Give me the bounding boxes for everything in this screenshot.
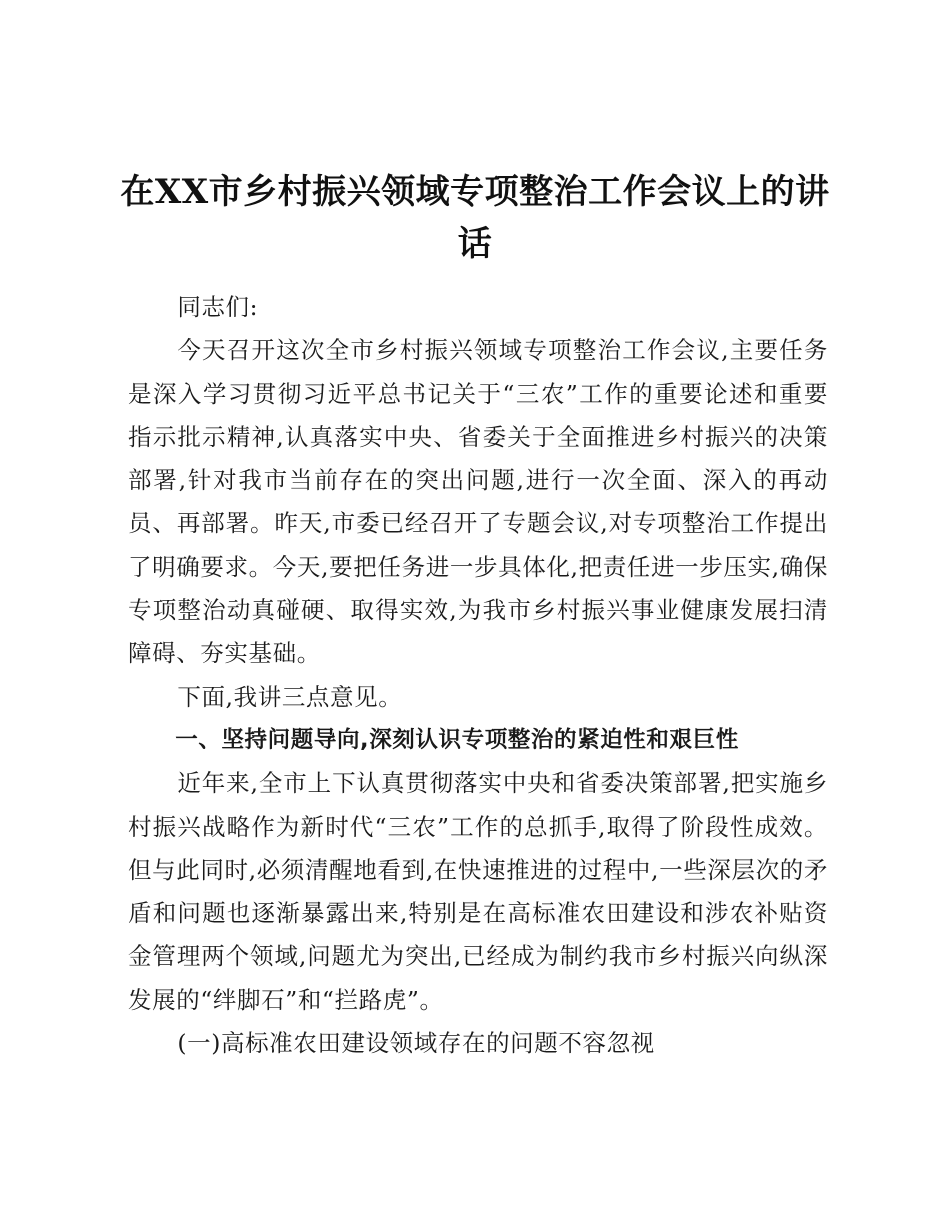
body-paragraph: 下面,我讲三点意见。 bbox=[177, 682, 403, 711]
document-body bbox=[128, 286, 828, 1065]
body-paragraph: 近年来,全市上下认真贯彻落实中央和省委决策部署,把实施乡村振兴战略作为新时代“三农”工作的总抓手,取得了阶段性成效。但与此同时,必须清醒地看到,在快速推进的过程中,一些深层次的矛盾和问题也逐渐暴露出来,特别是在高标准农田建设和涉农补贴资金管理两个领域,问题尤为突出,已经成为制约我市乡村振兴向纵深发展的“绊脚石”和“拦路虎”。 bbox=[128, 769, 828, 1014]
body-paragraph: 今天召开这次全市乡村振兴领域专项整治工作会议,主要任务是深入学习贯彻习近平总书记关于“三农”工作的重要论述和重要指示批示精神,认真落实中央、省委关于全面推进乡村振兴的决策部署,针对我市当前存在的突出问题,进行一次全面、深入的再动员、再部署。昨天,市委已经召开了专题会议,对专项整治工作提出了明确要求。今天,要把任务进一步具体化,把责任进一步压实,确保专项整治动真碰硬、取得实效,为我市乡村振兴事业健康发展扫清障碍、夯实基础。 bbox=[128, 336, 828, 668]
salutation: 同志们: bbox=[177, 293, 259, 321]
subsection-heading: (一)高标准农田建设领域存在的问题不容忽视 bbox=[177, 1029, 655, 1058]
section-heading: 一、坚持问题导向,深刻认识专项整治的紧迫性和艰巨性 bbox=[175, 726, 739, 753]
document-title: 在XX市乡村振兴领域专项整治工作会议上的讲话 bbox=[120, 172, 830, 264]
